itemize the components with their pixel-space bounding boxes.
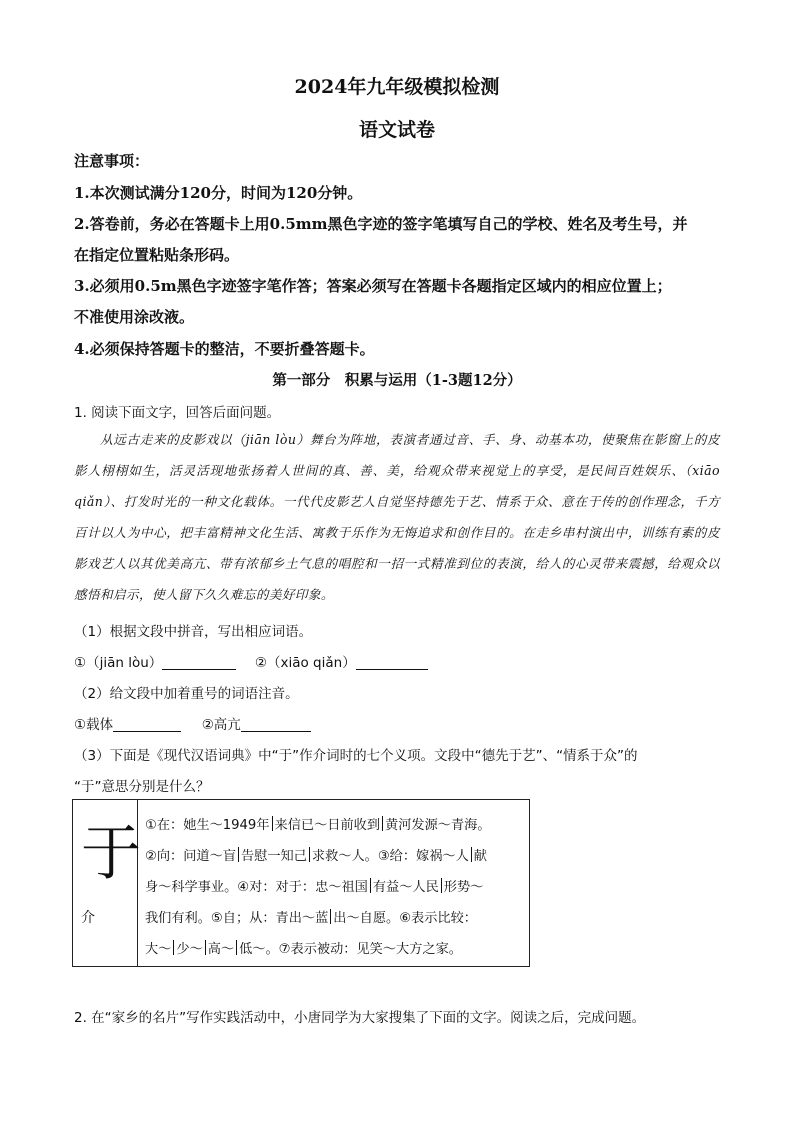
separator-bar: [309, 847, 310, 862]
notice-item: 不准使用涂改液。: [74, 308, 195, 326]
part-heading: 第一部分 积累与运用（1-3题12分）: [272, 372, 522, 389]
sub-question-3-cont: “于”意思分别是什么？: [74, 779, 210, 795]
definition-segment: 大～: [145, 942, 172, 957]
definition-segment: 出～自愿。⑥表示比较：: [333, 911, 477, 926]
definition-segment: ①在：她生～1949年: [145, 818, 270, 833]
answer-blank[interactable]: [113, 717, 181, 732]
notice-item: 3.必须用0.5m黑色字迹签字笔作答；答案必须写在答题卡各题指定区域内的相应位置上；: [74, 277, 672, 295]
sub-question-1: （1）根据文段中拼音，写出相应词语。: [74, 624, 313, 640]
sub-question-3: （3）下面是《现代汉语词典》中“于”作介词时的七个义项。文段中“德先于艺”、“情系于众”的: [74, 748, 638, 764]
answer-label-2: ②（xiāo qiǎn）: [254, 655, 356, 671]
definition-segment: 身～科学事业。④对：对于：忠～祖国: [145, 880, 368, 895]
separator-bar: [272, 816, 273, 831]
definition-line: [145, 872, 525, 903]
notice-item: 2.答卷前，务必在答题卡上用0.5mm黑色字迹的签字笔填写自己的学校、姓名及考生号，并: [74, 215, 688, 233]
exam-title: 2024年九年级模拟检测: [294, 76, 500, 98]
definition-segment: 形势～: [443, 880, 484, 895]
definition-segment: ②向：问道～盲: [145, 849, 236, 864]
definition-segment: 献: [473, 849, 487, 864]
separator-bar: [236, 940, 237, 955]
separator-bar: [205, 940, 206, 955]
separator-bar: [370, 878, 371, 893]
sub-question-2: （2）给文段中加着重号的词语注音。: [74, 686, 299, 702]
definition-segment: 少～: [176, 942, 203, 957]
separator-bar: [173, 940, 174, 955]
question-2-stem: 2. 在“家乡的名片”写作实践活动中，小唐同学为大家搜集了下面的文字。阅读之后，完成问题。: [74, 1010, 646, 1026]
definition-segment: 告慰一知己: [240, 849, 307, 864]
notice-item: 4.必须保持答题卡的整洁，不要折叠答题卡。: [74, 340, 375, 358]
definition-segment: 求救～人。③给：嫁祸～人: [311, 849, 469, 864]
answer-blank[interactable]: [241, 717, 311, 732]
dictionary-definitions: [145, 810, 525, 965]
answer-label-1: ①（jiān lòu）: [74, 655, 163, 671]
notice-item: 1.本次测试满分120分，时间为120分钟。: [74, 184, 363, 202]
question-1-stem: 1. 阅读下面文字，回答后面问题。: [74, 405, 281, 421]
separator-bar: [330, 909, 331, 924]
part-of-speech: 介: [81, 910, 95, 926]
headword-character: 于: [81, 819, 141, 889]
separator-bar: [382, 816, 383, 831]
definition-segment: 我们有利。⑤自；从：青出～蓝: [145, 911, 329, 926]
answer-label-2: ②高亢: [201, 717, 241, 733]
sub-question-2-answers: [74, 713, 311, 733]
reading-passage: 从远古走来的皮影戏以（jiān lòu）舞台为阵地，表演者通过音、手、身、动基本功，使聚焦在影窗上的皮影人栩栩如生，活灵活现地张扬着人世间的真、善、美，给观众带来视觉上的享受，是民间百姓娱乐、（xiāo qiǎn）、打发时光的一种文化载体。一代代皮影艺人自觉坚持德先于艺、情系于众、意在于传的创作理念，千方百计以人为中心，把丰富精神文化生活、寓教于乐作为无悔追求和创作目的。在走乡串村演出中，训练有素的皮影戏艺人以其优美高亢、带有浓郁乡土气息的唱腔和一招一式精准到位的表演，给人的心灵带来震撼，给观众以感悟和启示，使人留下久久难忘的美好印象。: [74, 432, 720, 602]
definition-line: [145, 841, 525, 872]
separator-bar: [471, 847, 472, 862]
definition-line: [145, 934, 525, 965]
definition-segment: 高～: [207, 942, 235, 957]
definition-segment: 黄河发源～青海。: [385, 818, 491, 833]
dictionary-entry-table: [72, 799, 530, 967]
answer-label-1: ①载体: [74, 717, 114, 733]
answer-blank[interactable]: [162, 655, 236, 670]
definition-line: [145, 810, 525, 841]
separator-bar: [238, 847, 239, 862]
definition-segment: 来信已～日前收到: [274, 818, 381, 833]
sub-question-1-answers: [74, 651, 428, 671]
exam-subtitle: 语文试卷: [358, 119, 435, 141]
definition-line: [145, 903, 525, 934]
dictionary-headword-cell: [73, 800, 141, 966]
notice-heading: 注意事项：: [74, 152, 150, 170]
answer-blank[interactable]: [356, 655, 428, 670]
separator-bar: [441, 878, 442, 893]
definition-segment: 低～。⑦表示被动：见笑～大方之家。: [239, 942, 462, 957]
notice-item: 在指定位置粘贴条形码。: [74, 246, 240, 264]
definition-segment: 有益～人民: [372, 880, 439, 895]
